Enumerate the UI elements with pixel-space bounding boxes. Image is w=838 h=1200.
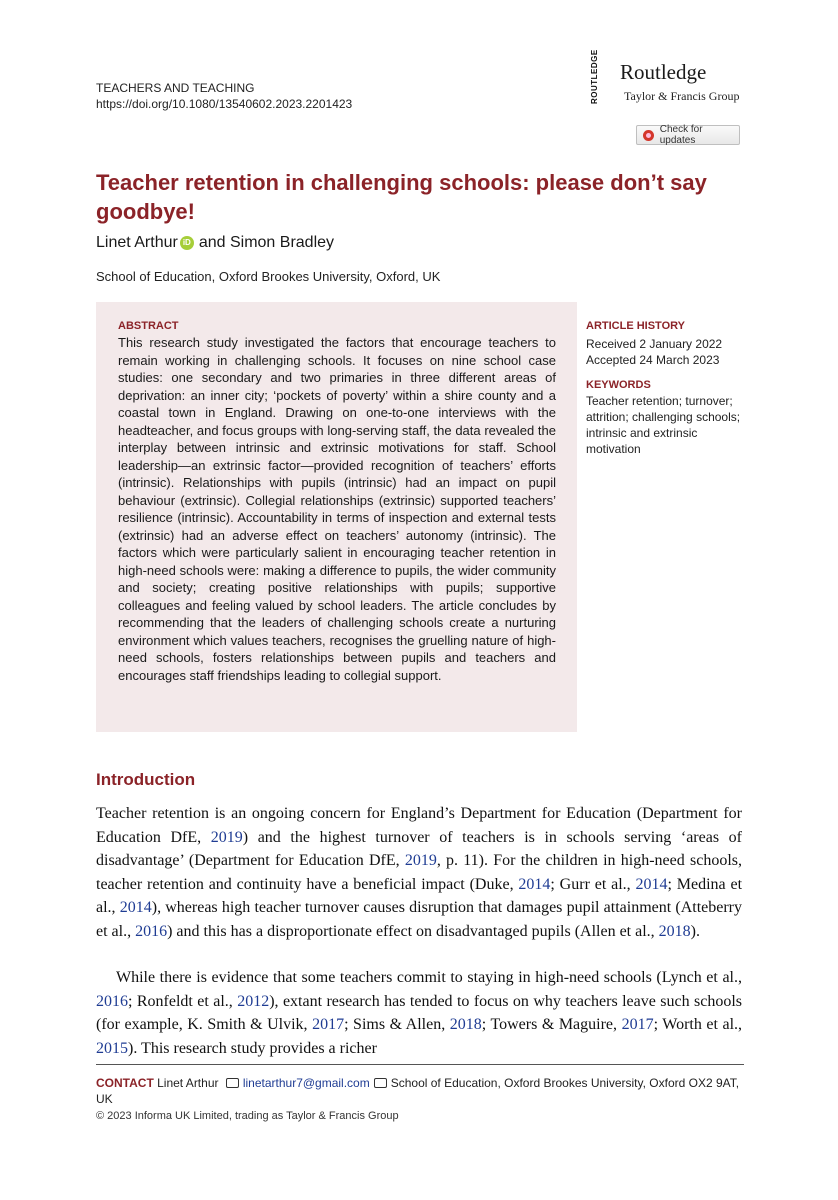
citation-link[interactable]: 2014 — [119, 899, 152, 916]
contact-label: CONTACT — [96, 1076, 154, 1090]
copyright-notice: © 2023 Informa UK Limited, trading as Taylor & Francis Group — [96, 1110, 399, 1122]
article-title: Teacher retention in challenging schools: please don’t say goodbye! — [96, 170, 707, 224]
check-updates-label: Check for updates — [659, 124, 703, 146]
journal-header — [96, 80, 352, 112]
citation-link[interactable]: 2016 — [135, 922, 168, 940]
logo-mark-text: ROUTLEDGE — [590, 49, 599, 104]
publisher-name: Routledge — [620, 60, 707, 84]
intro-paragraph-2: While there is evidence that some teachers commit to staying in high-need schools (Lynch et al., 2016; Ronfeldt et al., 2012), extant research has tended to focus on why teachers leave such schools (for example, K. Smith & Ulvik, 2017; Sims & Allen, 2018; Towers & Maguire, 2017; Worth et al., 2015). This research study provides a richer — [96, 969, 743, 1057]
citation-link[interactable]: 2018 — [449, 1016, 482, 1033]
accepted-date: Accepted 24 March 2023 — [586, 353, 720, 367]
citation-link[interactable]: 2014 — [518, 875, 551, 893]
doi-link[interactable]: https://doi.org/10.1080/13540602.2023.2201423 — [96, 97, 353, 111]
author-2[interactable]: and Simon Bradley — [198, 234, 335, 251]
routledge-mark-icon — [588, 49, 610, 106]
introduction-heading: Introduction — [96, 770, 196, 789]
address-icon — [374, 1078, 387, 1088]
citation-link[interactable]: 2017 — [312, 1016, 345, 1033]
affiliation: School of Education, Oxford Brookes University, Oxford, UK — [96, 269, 441, 284]
footer-divider — [96, 1064, 744, 1065]
keywords-heading: KEYWORDS — [586, 379, 651, 391]
citation-link[interactable]: 2019 — [404, 852, 437, 869]
contact-info — [96, 1075, 744, 1107]
author-list — [96, 234, 334, 252]
citation-link[interactable]: 2012 — [237, 992, 270, 1010]
contact-address: School of Education, Oxford Brookes University, Oxford OX2 9AT, UK — [96, 1076, 740, 1106]
check-for-updates-button[interactable] — [636, 125, 740, 145]
journal-name: TEACHERS AND TEACHING — [96, 81, 255, 95]
orcid-icon[interactable]: iD — [180, 236, 194, 250]
article-history-heading: ARTICLE HISTORY — [586, 320, 686, 332]
citation-link[interactable]: 2018 — [658, 922, 691, 940]
citation-link[interactable]: 2017 — [621, 1016, 654, 1033]
citation-link[interactable]: 2016 — [96, 992, 128, 1010]
author-1[interactable]: Linet Arthur — [96, 234, 178, 251]
email-icon — [226, 1078, 239, 1088]
abstract-text: This research study investigated the factors that encourage teachers to remain working in challenging schools. It focuses on nine school case studies: one secondary and two primaries in three different areas of deprivation: an inner city; ‘pockets of poverty’ within a shire county and a coastal town in England. Drawing on one-to-one interviews with the headteacher, and focus groups with long-serving staff, the data revealed the interplay between intrinsic and extrinsic motivations for staff. School leadership—an extrinsic factor—provided recognition of teachers’ efforts (intrinsic). Relationships with pupils (intrinsic) had an impact on pupil behaviour (extrinsic). Collegial relationships (extrinsic) supported teachers’ resilience (intrinsic). Accountability in terms of inspection and external tests (extrinsic) had an adverse effect on teachers’ autonomy (intrinsic). The factors which were particularly salient in encouraging teacher retention in high-need schools were: making a difference to pupils, the wider community and society; creating positive relationships with pupils; supportive colleagues and feeling valued by school leaders. The article concludes by recommending that the leaders of challenging schools create a nurturing environment which values teachers, recognises the gruelling nature of high-need schools, fosters relationships between pupils and teachers and encourages staff friendships leading to collegial support. — [118, 335, 556, 683]
keywords-list: Teacher retention; turnover; attrition; challenging schools; intrinsic and extrinsic motivation — [586, 394, 741, 456]
contact-name: Linet Arthur — [153, 1076, 222, 1090]
intro-paragraph-1: Teacher retention is an ongoing concern for England’s Department for Education (Department for Education DfE, 2019) and the highest turnover of teachers is in schools serving ‘areas of disadvantage’ (Department for Education DfE, 2019, p. 11). For the children in high-need schools, teacher retention and continuity have a beneficial impact (Duke, 2014; Gurr et al., 2014; Medina et al., 2014), whereas high teacher turnover causes disruption that damages pupil attainment (Atteberry et al., 2016) and this has a disproportionate effect on disadvantaged pupils (Allen et al., 2018). — [96, 805, 743, 940]
contact-email[interactable]: linetarthur7@gmail.com — [242, 1076, 370, 1090]
citation-link[interactable]: 2019 — [210, 828, 243, 846]
citation-link[interactable]: 2015 — [96, 1039, 128, 1057]
publisher-group: Taylor & Francis Group — [624, 89, 740, 103]
crossmark-icon — [643, 130, 654, 141]
received-date: Received 2 January 2022 — [586, 337, 723, 351]
abstract-heading: ABSTRACT — [118, 320, 179, 332]
publisher-logo — [588, 49, 748, 108]
citation-link[interactable]: 2014 — [635, 875, 668, 893]
